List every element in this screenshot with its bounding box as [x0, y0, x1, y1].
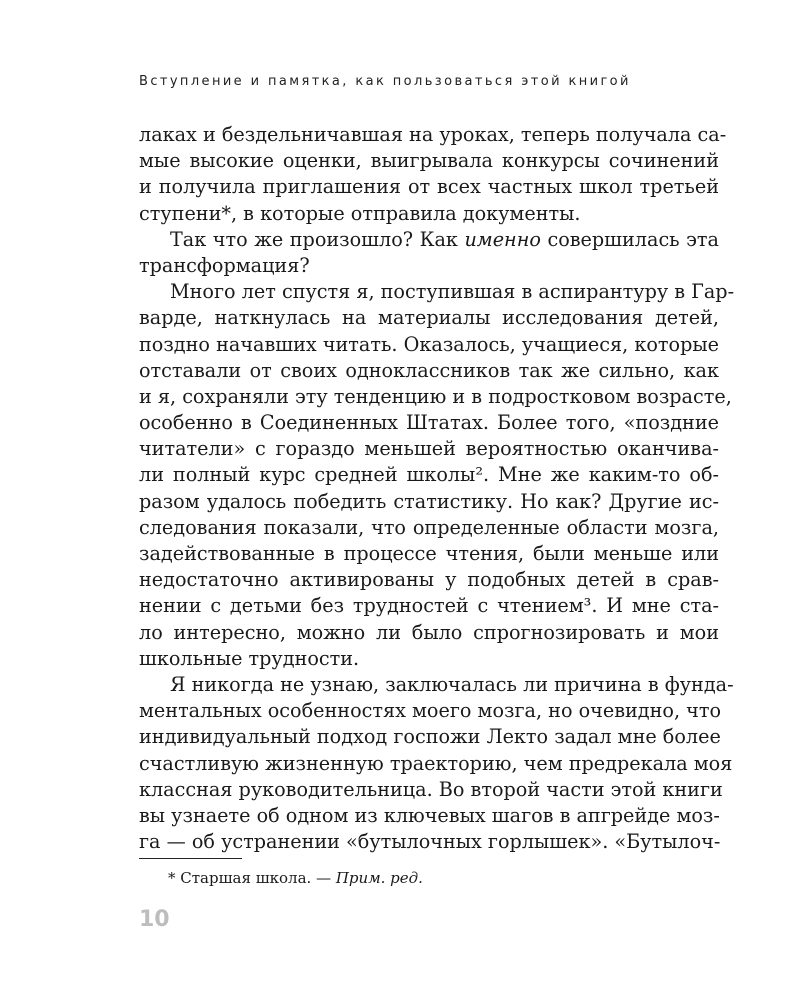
text-line: читатели» с гораздо меньшей вероятностью оканчива- — [139, 437, 719, 461]
text-line: и получила приглашения от всех частных школ третьей — [139, 175, 719, 199]
text-line: Я никогда не узнаю, заключалась ли причина в фунда- — [170, 672, 734, 696]
text-line: ступени*, в которые отправила документы. — [139, 201, 581, 225]
text-line: вы узнаете об одном из ключевых шагов в апгрейде моз- — [139, 803, 720, 827]
text-line: особенно в Соединенных Штатах. Более того, «поздние — [139, 411, 719, 435]
text-line: Много лет спустя я, поступившая в аспирантуру в Гар- — [170, 280, 735, 304]
text-line: разом удалось победить статистику. Но как? Другие ис- — [139, 489, 719, 513]
text-line: классная руководительница. Во второй части этой книги — [139, 777, 723, 801]
text-line: Так что же произошло? Как именно совершилась эта — [170, 227, 719, 251]
text-line: недостаточно активированы у подобных детей в срав- — [139, 568, 719, 592]
text-line: и я, сохраняли эту тенденцию и в подростковом возрасте, — [139, 384, 732, 408]
page-number: 10 — [139, 907, 170, 932]
text-line: школьные трудности. — [139, 646, 360, 670]
text-line: варде, наткнулась на материалы исследования детей, — [139, 306, 719, 330]
body-text — [139, 122, 735, 855]
text-line: ли полный курс средней школы². Мне же каким-то об- — [139, 463, 719, 487]
running-header: Вступление и памятка, как пользоваться этой книгой — [139, 74, 631, 89]
text-line: задействованные в процессе чтения, были меньше или — [139, 542, 719, 565]
text-line: ло интересно, можно ли было спрогнозировать и мои — [139, 620, 719, 644]
text-line: нении с детьми без трудностей с чтением³. И мне ста- — [139, 594, 719, 618]
emphasis-word: именно — [464, 227, 541, 251]
text-line: га — об устранении «бутылочных горлышек». «Бутылоч- — [139, 830, 721, 854]
footnote-text: * Старшая школа. — — [168, 869, 336, 887]
text-line: отставали от своих одноклассников так же сильно, как — [139, 358, 719, 382]
text-line: поздно начавших читать. Оказалось, учащиеся, которые — [139, 332, 719, 356]
text-line: ментальных особенностях моего мозга, но очевидно, что — [139, 699, 722, 723]
text-line: трансформация? — [139, 253, 310, 277]
text-line: следования показали, что определенные области мозга, — [139, 515, 719, 539]
footnote-divider — [139, 858, 242, 859]
text-line: мые высокие оценки, выигрывала конкурсы сочинений — [139, 149, 719, 173]
text-line: лаках и бездельничавшая на уроках, теперь получала са- — [139, 123, 727, 146]
footnote-editor-note: Прим. ред. — [335, 869, 423, 887]
text-line: счастливую жизненную траекторию, чем предрекала моя — [139, 751, 733, 775]
footnote — [168, 868, 423, 888]
text-line: индивидуальный подход госпожи Лекто задал мне более — [139, 725, 721, 749]
